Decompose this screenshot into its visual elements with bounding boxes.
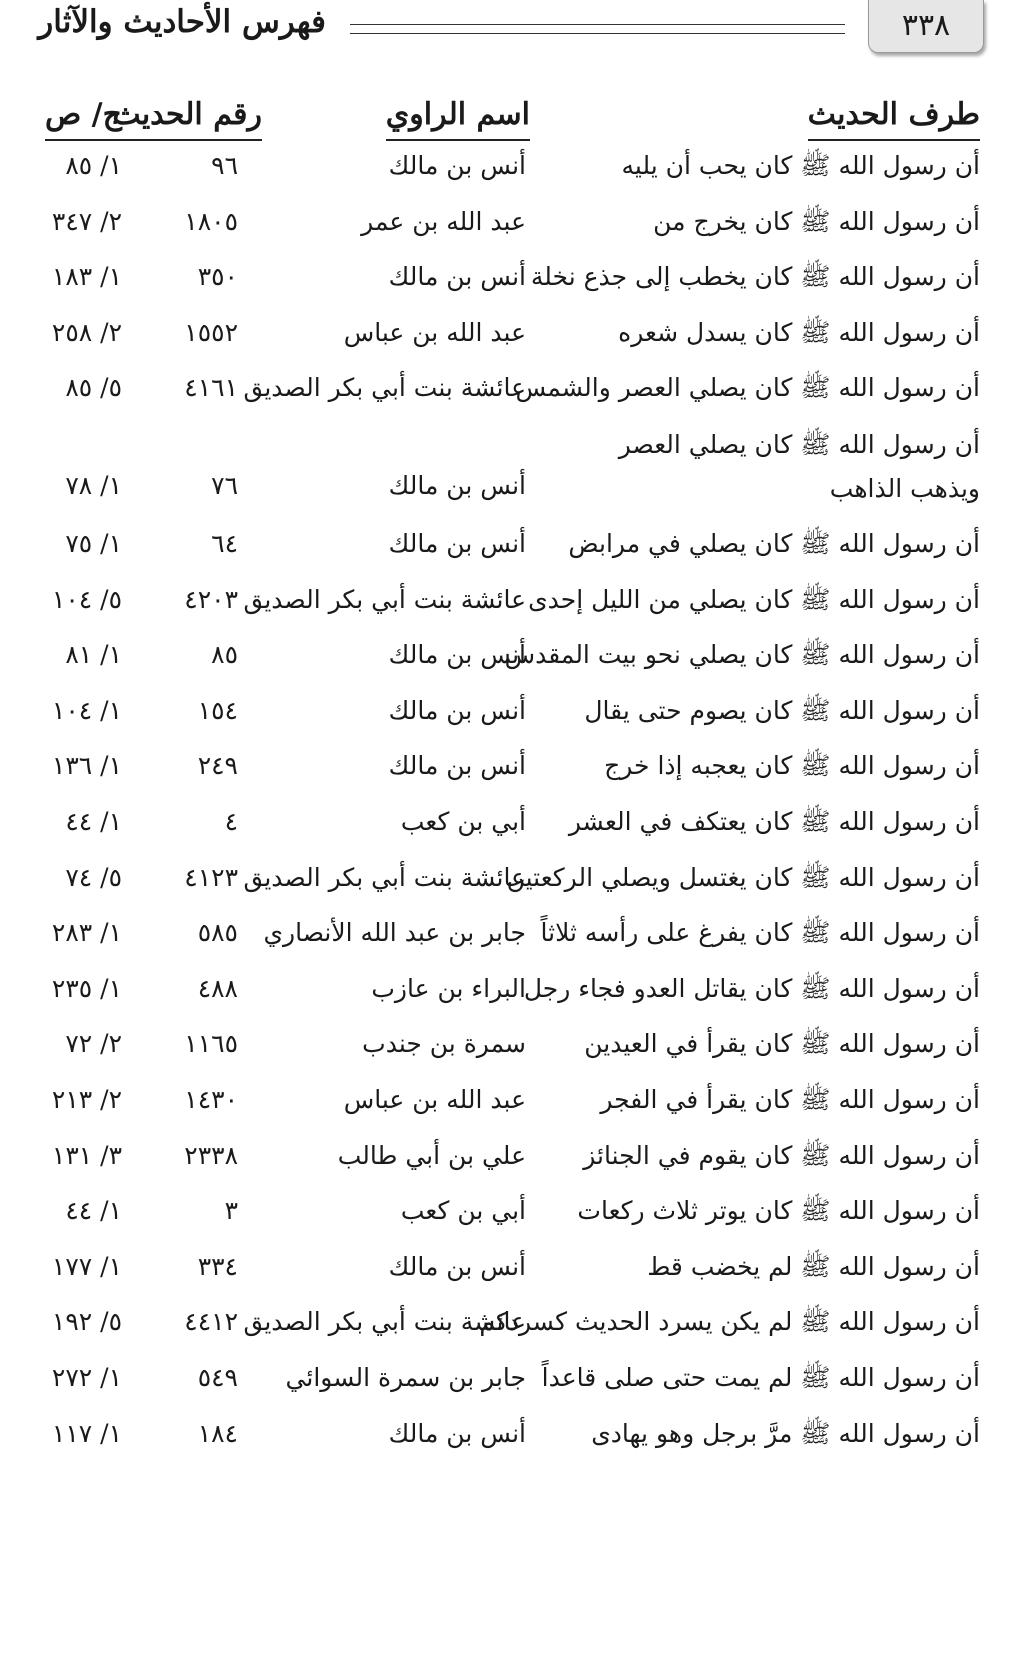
- narrator-cell: أنس بن مالك: [388, 695, 526, 725]
- volume-page-cell: ٢/ ٢١٣: [51, 1085, 122, 1114]
- narrator-cell: أنس بن مالك: [388, 262, 526, 292]
- volume-page-cell: ٢/ ٣٤٧: [51, 206, 122, 236]
- hadith-number-cell: ٥٤٩: [197, 1363, 238, 1392]
- hadith-cell: أن رسول الله ﷺ كان يسدل شعره: [618, 317, 980, 347]
- volume-page-cell: ١/ ٢٨٣: [51, 918, 122, 948]
- table-row: [0, 857, 1010, 913]
- hadith-number-cell: ٤٢٠٣: [184, 584, 238, 614]
- volume-page-cell: ١/ ٢٧٢: [51, 1363, 122, 1392]
- narrator-cell: أنس بن مالك: [388, 751, 526, 781]
- volume-page-cell: ١/ ١٠٤: [51, 695, 122, 725]
- narrator-cell: عبد الله بن عباس: [343, 317, 526, 347]
- volume-page-cell: ١/ ١٧٧: [51, 1251, 122, 1281]
- narrator-cell: عائشة بنت أبي بكر الصديق: [243, 584, 526, 614]
- table-row: [0, 1190, 1010, 1246]
- hadith-cell: أن رسول الله ﷺ كان يقرأ في الفجر: [600, 1085, 980, 1114]
- table-row: [0, 801, 1010, 857]
- hadith-cell: أن رسول الله ﷺ كان يصوم حتى يقال: [584, 695, 980, 725]
- table-row: [0, 745, 1010, 801]
- hadith-number-cell: ٤١٢٣: [184, 862, 238, 892]
- table-row: [0, 523, 1010, 579]
- hadith-cell: أن رسول الله ﷺ كان يقاتل العدو فجاء رجل: [523, 973, 980, 1003]
- hadith-number-cell: ١١٦٥: [184, 1029, 238, 1059]
- narrator-cell: عائشة بنت أبي بكر الصديق: [243, 1307, 526, 1337]
- narrator-cell: عائشة بنت أبي بكر الصديق: [243, 373, 526, 403]
- narrator-cell: أبي بن كعب: [400, 807, 526, 836]
- column-header-narrator: اسم الراوي: [386, 95, 530, 141]
- table-row: [0, 968, 1010, 1024]
- hadith-number-cell: ٩٦: [211, 151, 238, 180]
- narrator-cell: جابر بن سمرة السوائي: [285, 1363, 526, 1392]
- page-header: [0, 0, 1010, 80]
- narrator-cell: أنس بن مالك: [388, 151, 526, 180]
- volume-page-cell: ١/ ٤٤: [65, 807, 122, 836]
- narrator-cell: عبد الله بن عباس: [343, 1085, 526, 1114]
- hadith-cell: أن رسول الله ﷺ كان يصلي نحو بيت المقدس: [504, 640, 980, 670]
- hadith-number-cell: ٤٤١٢: [184, 1307, 238, 1337]
- narrator-cell: أنس بن مالك: [388, 1418, 526, 1448]
- volume-page-cell: ٥/ ١٠٤: [51, 584, 122, 614]
- volume-page-cell: ٥/ ٨٥: [65, 373, 122, 403]
- table-row: [0, 1413, 1010, 1469]
- volume-page-cell: ١/ ٤٤: [65, 1196, 122, 1226]
- hadith-cell: أن رسول الله ﷺ كان يفرغ على رأسه ثلاثاً: [540, 918, 980, 948]
- volume-page-cell: ٣/ ١٣١: [51, 1140, 122, 1170]
- hadith-cell: أن رسول الله ﷺ كان يخرج من: [653, 206, 980, 236]
- volume-page-cell: ١/ ٨١: [65, 640, 122, 670]
- narrator-cell: سمرة بن جندب: [362, 1029, 526, 1059]
- hadith-number-cell: ١٥٥٢: [184, 317, 238, 347]
- volume-page-cell: ٥/ ٧٤: [65, 862, 122, 892]
- table-row: [0, 912, 1010, 968]
- narrator-cell: أنس بن مالك: [388, 1251, 526, 1281]
- running-title: فهرس الأحاديث والآثار: [38, 4, 326, 40]
- column-header-number: رقم الحديث: [112, 95, 262, 141]
- column-header-ref: ج/ ص: [45, 95, 122, 141]
- hadith-number-cell: ٢٤٩: [197, 751, 238, 781]
- volume-page-cell: ٢/ ٢٥٨: [51, 317, 122, 347]
- table-row: [0, 1135, 1010, 1191]
- volume-page-cell: ٢/ ٧٢: [65, 1029, 122, 1059]
- narrator-cell: علي بن أبي طالب: [337, 1140, 526, 1170]
- narrator-cell: أنس بن مالك: [388, 529, 526, 558]
- hadith-number-cell: ٣٥٠: [197, 262, 238, 292]
- table-row: [0, 256, 1010, 312]
- hadith-number-cell: ١٥٤: [197, 695, 238, 725]
- table-row: [0, 201, 1010, 257]
- hadith-number-cell: ٢٣٣٨: [184, 1140, 238, 1170]
- header-rule-top: [350, 24, 845, 25]
- narrator-cell: أنس بن مالك: [388, 640, 526, 670]
- table-row: [0, 145, 1010, 201]
- volume-page-cell: ١/ ٧٨: [65, 471, 122, 500]
- hadith-cell: أن رسول الله ﷺ كان يغتسل ويصلي الركعتين: [506, 862, 980, 892]
- volume-page-cell: ١/ ٢٣٥: [51, 973, 122, 1003]
- narrator-cell: جابر بن عبد الله الأنصاري: [263, 918, 526, 948]
- hadith-cell: أن رسول الله ﷺ كان يعجبه إذا خرج: [604, 751, 980, 781]
- hadith-cell: أن رسول الله ﷺ لم يخضب قط: [647, 1251, 980, 1281]
- narrator-cell: عبد الله بن عمر: [361, 206, 526, 236]
- hadith-number-cell: ١٨٤: [197, 1418, 238, 1448]
- table-row: [0, 1357, 1010, 1413]
- hadith-cell: أن رسول الله ﷺ كان يقوم في الجنائز: [583, 1140, 980, 1170]
- table-row: [0, 1079, 1010, 1135]
- narrator-cell: عائشة بنت أبي بكر الصديق: [243, 862, 526, 892]
- narrator-cell: البراء بن عازب: [371, 973, 526, 1003]
- table-row: [0, 1023, 1010, 1079]
- volume-page-cell: ١/ ٧٥: [65, 529, 122, 558]
- hadith-number-cell: ١٤٣٠: [184, 1085, 238, 1114]
- volume-page-cell: ١/ ١٣٦: [51, 751, 122, 781]
- hadith-number-cell: ٤٨٨: [197, 973, 238, 1003]
- hadith-number-cell: ٧٦: [211, 471, 238, 500]
- hadith-cell: أن رسول الله ﷺ كان يقرأ في العيدين: [584, 1029, 980, 1059]
- hadith-cell: أن رسول الله ﷺ كان يخطب إلى جذع نخلة: [530, 262, 980, 292]
- hadith-number-cell: ٣٣٤: [197, 1251, 238, 1281]
- hadith-cell: أن رسول الله ﷺ مرَّ برجل وهو يهادى: [591, 1418, 980, 1448]
- column-header-hadith: طرف الحديث: [808, 95, 980, 141]
- volume-page-cell: ٥/ ١٩٢: [51, 1307, 122, 1337]
- hadith-number-cell: ٤١٦١: [184, 373, 238, 403]
- hadith-cell: أن رسول الله ﷺ لم يكن يسرد الحديث كسردكم: [479, 1307, 980, 1337]
- table-row: [0, 423, 1010, 519]
- hadith-cell: أن رسول الله ﷺ كان يصلي من الليل إحدى: [528, 584, 980, 614]
- hadith-number-cell: ٦٤: [211, 529, 238, 558]
- hadith-number-cell: ٣: [224, 1196, 238, 1226]
- hadith-number-cell: ٥٨٥: [197, 918, 238, 948]
- header-rule-bottom: [350, 33, 845, 34]
- table-row: [0, 1301, 1010, 1357]
- hadith-number-cell: ١٨٠٥: [184, 206, 238, 236]
- hadith-cell: أن رسول الله ﷺ كان يوتر ثلاث ركعات: [577, 1196, 980, 1226]
- table-row: [0, 690, 1010, 746]
- volume-page-cell: ١/ ١٨٣: [51, 262, 122, 292]
- volume-page-cell: ١/ ٨٥: [65, 151, 122, 180]
- narrator-cell: أنس بن مالك: [388, 471, 526, 500]
- narrator-cell: أبي بن كعب: [400, 1196, 526, 1226]
- hadith-cell: أن رسول الله ﷺ كان يعتكف في العشر: [568, 807, 980, 836]
- hadith-cell: أن رسول الله ﷺ كان يصلي في مرابض: [568, 529, 980, 558]
- table-row: [0, 579, 1010, 635]
- hadith-number-cell: ٨٥: [211, 640, 238, 670]
- table-row: [0, 312, 1010, 368]
- hadith-number-cell: ٤: [224, 807, 238, 836]
- hadith-cell: أن رسول الله ﷺ كان يصلي العصر والشمس: [515, 373, 980, 403]
- table-row: [0, 1246, 1010, 1302]
- page-number: ٣٣٨: [868, 0, 984, 53]
- hadith-cell: أن رسول الله ﷺ كان يصلي العصر ويذهب الذاهب: [618, 430, 980, 503]
- table-row: [0, 634, 1010, 690]
- volume-page-cell: ١/ ١١٧: [51, 1418, 122, 1448]
- table-row: [0, 367, 1010, 423]
- hadith-cell: أن رسول الله ﷺ كان يحب أن يليه: [621, 151, 980, 180]
- hadith-cell: أن رسول الله ﷺ لم يمت حتى صلى قاعداً: [541, 1363, 980, 1392]
